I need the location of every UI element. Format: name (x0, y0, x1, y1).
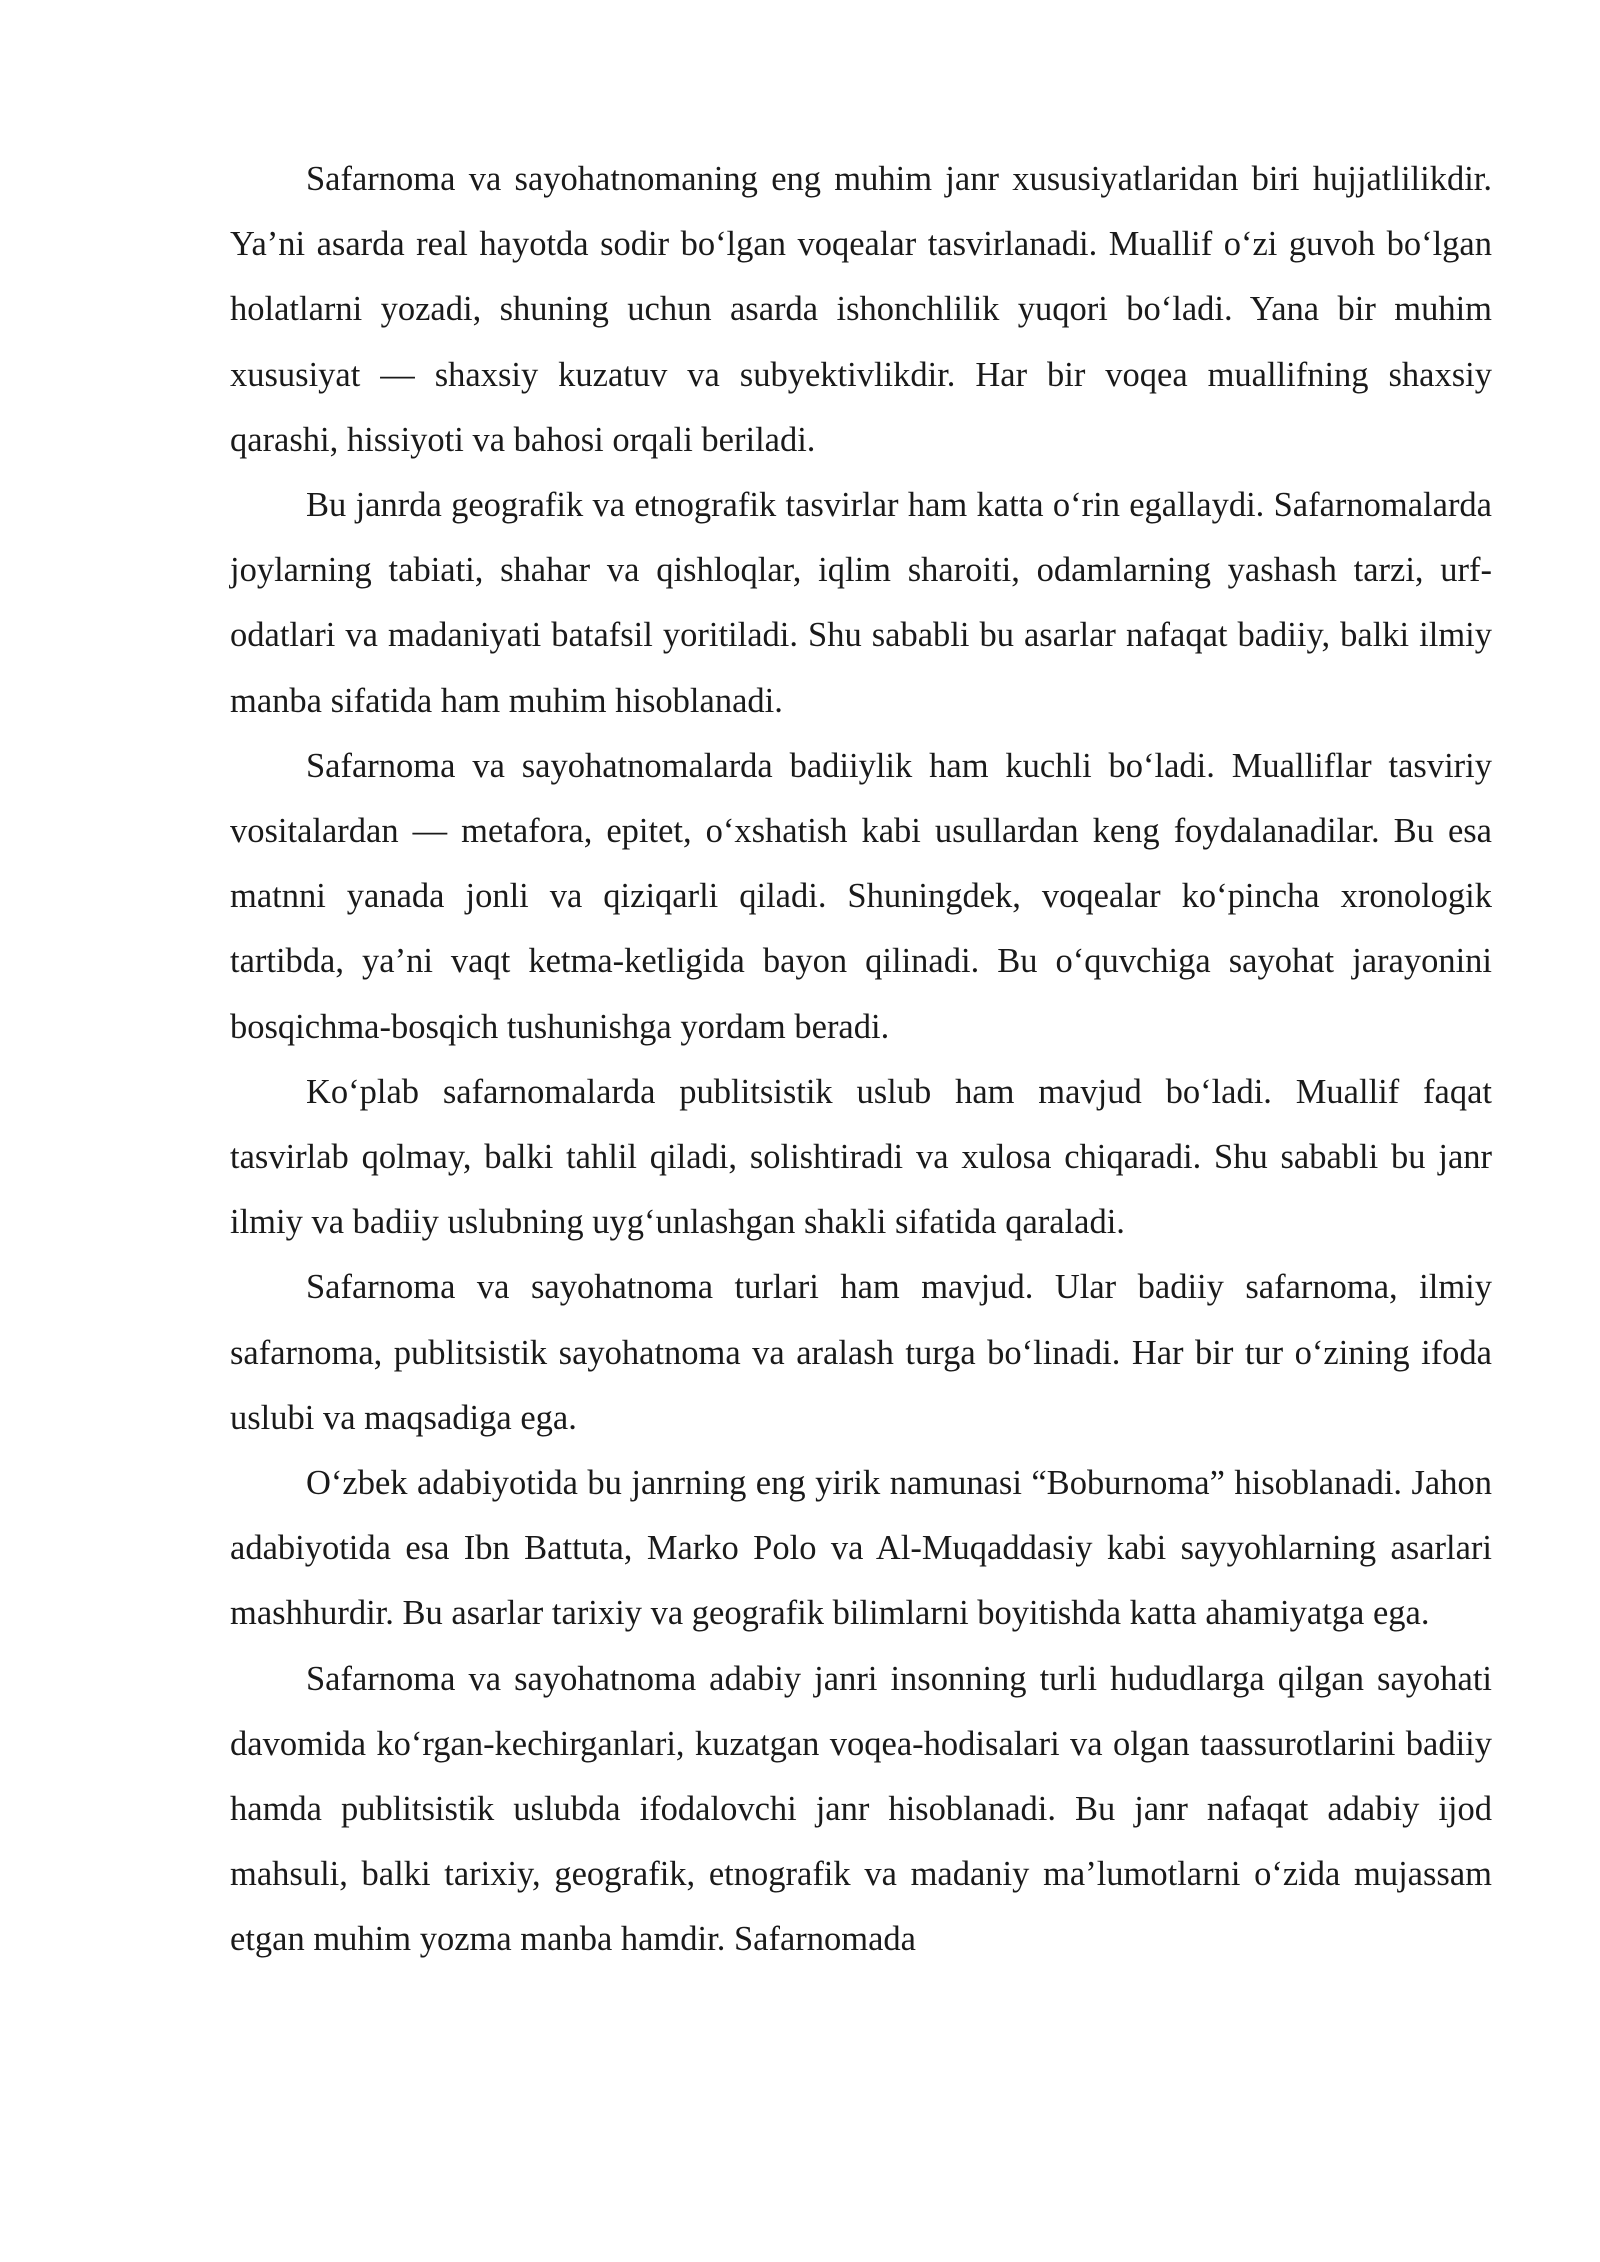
paragraph: O‘zbek adabiyotida bu janrning eng yirik namunasi “Boburnoma” hisoblanadi. Jahon adabiyotida esa Ibn Battuta, Marko Polo va Al-Muqaddasiy kabi sayyohlarning asarlari mashhurdir. Bu asarlar tarixiy va geografik bilimlarni boyitishda katta ahamiyatga ega. (230, 1464, 1492, 1633)
paragraph: Safarnoma va sayohatnoma turlari ham mavjud. Ular badiiy safarnoma, ilmiy safarnoma, publitsistik sayohatnoma va aralash turga bo‘linadi. Har bir tur o‘zining ifoda uslubi va maqsadiga ega. (230, 1268, 1492, 1437)
body-text (230, 147, 1492, 1973)
paragraph: Safarnoma va sayohatnomaning eng muhim janr xususiyatlaridan biri hujjatlilikdir. Ya’ni asarda real hayotda sodir bo‘lgan voqealar tasvirlanadi. Muallif o‘zi guvoh bo‘lgan holatlarni yozadi, shuning uchun asarda ishonchlilik yuqori bo‘ladi. Yana bir muhim xususiyat — shaxsiy kuzatuv va subyektivlikdir. Har bir voqea muallifning shaxsiy qarashi, hissiyoti va bahosi orqali beriladi. (230, 160, 1492, 459)
paragraph: Ko‘plab safarnomalarda publitsistik uslub ham mavjud bo‘ladi. Muallif faqat tasvirlab qolmay, balki tahlil qiladi, solishtiradi va xulosa chiqaradi. Shu sababli bu janr ilmiy va badiiy uslubning uyg‘unlashgan shakli sifatida qaraladi. (230, 1072, 1492, 1242)
paragraph: Safarnoma va sayohatnoma adabiy janri insonning turli hududlarga qilgan sayohati davomida ko‘rgan-kechirganlari, kuzatgan voqea-hodisalari va olgan taassurotlarini badiiy hamda publitsistik uslubda ifodalovchi janr hisoblanadi. Bu janr nafaqat adabiy ijod mahsuli, balki tarixiy, geografik, etnografik va madaniy ma’lumotlarni o‘zida mujassam etgan muhim yozma manba hamdir. Safarnomada (230, 1659, 1492, 1959)
paragraph: Bu janrda geografik va etnografik tasvirlar ham katta o‘rin egallaydi. Safarnomalarda joylarning tabiati, shahar va qishloqlar, iqlim sharoiti, odamlarning yashash tarzi, urf-odatlari va madaniyati batafsil yoritiladi. Shu sababli bu asarlar nafaqat badiiy, balki ilmiy manba sifatida ham muhim hisoblanadi. (230, 486, 1492, 720)
paragraph: Safarnoma va sayohatnomalarda badiiylik ham kuchli bo‘ladi. Mualliflar tasviriy vositalardan — metafora, epitet, o‘xshatish kabi usullardan keng foydalanadilar. Bu esa matnni yanada jonli va qiziqarli qiladi. Shuningdek, voqealar ko‘pincha xronologik tartibda, ya’ni vaqt ketma-ketligida bayon qilinadi. Bu o‘quvchiga sayohat jarayonini bosqichma-bosqich tushunishga yordam beradi. (230, 746, 1492, 1046)
